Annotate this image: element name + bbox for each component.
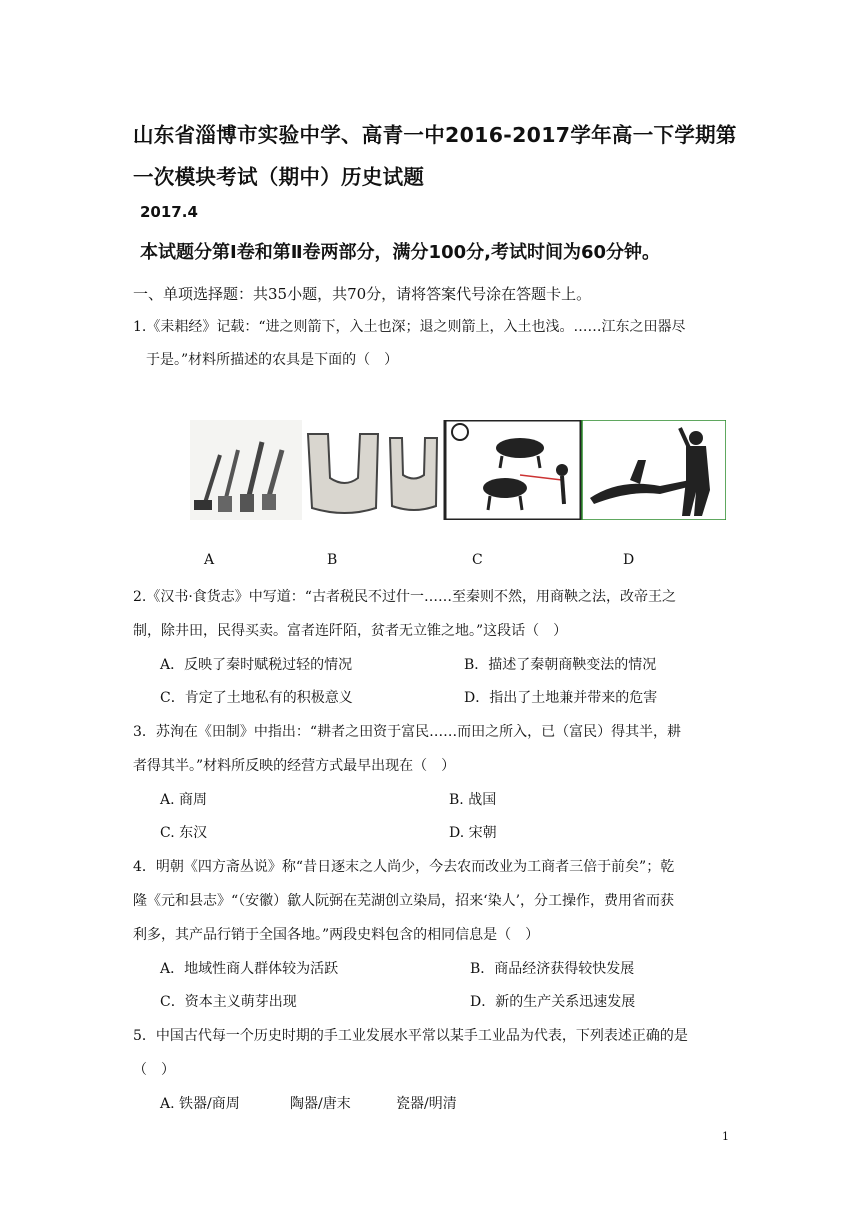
q4-line-3: 利多，其产品行销于全国各地。”两段史料包含的相同信息是（ ） — [133, 927, 540, 943]
q2-option-b: B．描述了秦朝商鞅变法的情况 — [464, 657, 657, 673]
image-b-spades — [302, 420, 444, 520]
q5-option-a-2: 陶器/唐末 — [290, 1096, 351, 1112]
q3-option-d: D. 宋朝 — [449, 825, 497, 841]
q4-line-2: 隆《元和县志》“（安徽）歙人阮弼在芜湖创立染局，招来‘染人’，分工操作，费用省而获 — [133, 893, 675, 909]
image-d-plough-man — [582, 420, 726, 520]
q5-line-1: 5．中国古代每一个历史时期的手工业发展水平常以某手工业品为代表，下列表述正确的是 — [133, 1028, 688, 1044]
exam-intro: 本试题分第Ⅰ卷和第Ⅱ卷两部分，满分100分,考试时间为60分钟。 — [140, 242, 661, 263]
q2-line-1: 2.《汉书·食货志》中写道：“古者税民不过什一……至秦则不然，用商鞅之法，改帝王之 — [133, 589, 676, 605]
q4-line-1: 4．明朝《四方斋丛说》称“昔日逐末之人尚少，今去农而改业为工商者三倍于前矣”；乾 — [133, 859, 675, 875]
q2-option-d: D．指出了土地兼并带来的危害 — [464, 690, 658, 706]
page-number: 1 — [722, 1130, 729, 1143]
q2-option-a: A．反映了秦时赋税过轻的情况 — [160, 657, 353, 673]
image-c-ox-plough — [445, 420, 581, 520]
q3-option-a: A. 商周 — [160, 792, 208, 808]
image-label-d: D — [623, 552, 635, 568]
farm-tools-image-strip — [190, 420, 726, 520]
q4-option-b: B．商品经济获得较快发展 — [470, 961, 635, 977]
image-a-hoes — [190, 420, 302, 520]
q4-option-a: A．地域性商人群体较为活跃 — [160, 961, 339, 977]
title-line-2: 一次模块考试（期中）历史试题 — [133, 165, 425, 189]
q5-option-a-3: 瓷器/明清 — [396, 1096, 457, 1112]
q2-option-c: C．肯定了土地私有的积极意义 — [160, 690, 353, 706]
q2-line-2: 制，除井田，民得买卖。富者连阡陌，贫者无立锥之地。”这段话（ ） — [133, 623, 568, 639]
image-label-a: A — [204, 552, 215, 568]
q3-line-2: 者得其半。”材料所反映的经营方式最早出现在（ ） — [133, 758, 456, 774]
q4-option-d: D．新的生产关系迅速发展 — [470, 994, 636, 1010]
q3-option-b: B. 战国 — [449, 792, 497, 808]
q5-option-a-1: A. 铁器/商周 — [160, 1096, 240, 1112]
image-label-b: B — [327, 552, 338, 568]
q3-line-1: 3．苏洵在《田制》中指出：“耕者之田资于富民……而田之所入，已（富民）得其半，耕 — [133, 724, 682, 740]
title-line-1: 山东省淄博市实验中学、高青一中2016-2017学年高一下学期第 — [133, 123, 737, 147]
q5-line-2: （ ） — [133, 1062, 175, 1078]
q3-option-c: C. 东汉 — [160, 825, 208, 841]
q1-line-2: 于是。”材料所描述的农具是下面的（ ） — [146, 352, 399, 368]
image-label-c: C — [472, 552, 483, 568]
section-heading: 一、单项选择题：共35小题，共70分，请将答案代号涂在答题卡上。 — [133, 285, 592, 303]
q1-line-1: 1.《耒耜经》记载：“进之则箭下，入土也深；退之则箭上，入土也浅。……江东之田器尽 — [133, 319, 686, 335]
q4-option-c: C．资本主义萌芽出现 — [160, 994, 297, 1010]
exam-date: 2017.4 — [140, 203, 198, 221]
